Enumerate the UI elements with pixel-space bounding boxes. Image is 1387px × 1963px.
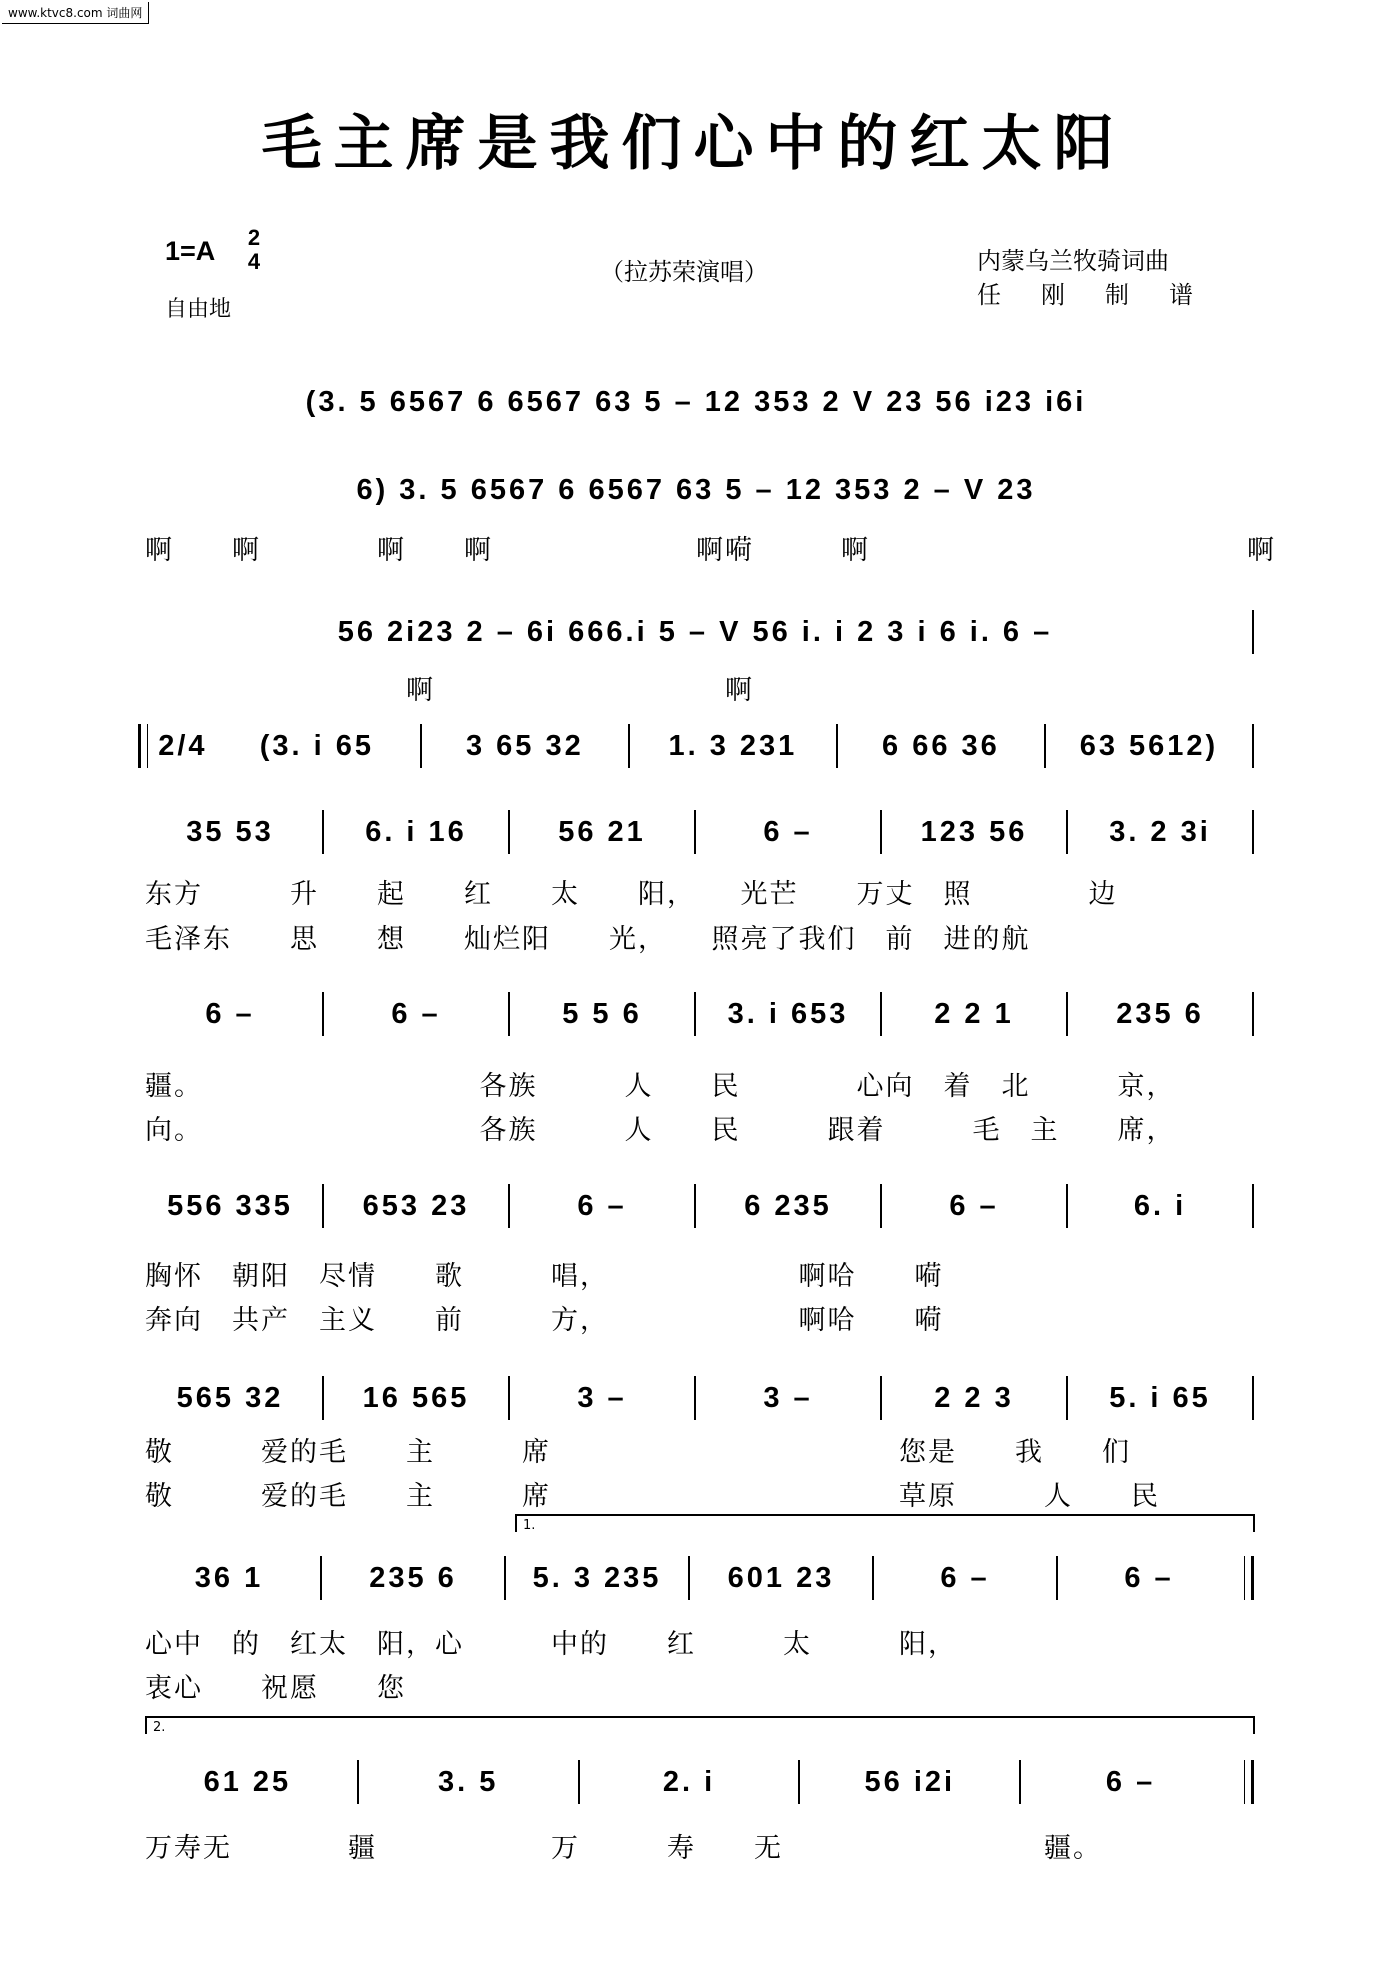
measure: 6 235: [744, 1189, 832, 1222]
measure: (3. 5 6567 6 6567 63 5 – 12 353 2 V 23 56 i23 i6i: [305, 385, 1087, 418]
final-barline: [1244, 1760, 1254, 1804]
first-ending-bracket: 1.: [515, 1514, 1255, 1532]
measure: 5 5 6: [562, 997, 642, 1030]
lyrics-line-5-verse-1: 东方 升 起 红 太 阳， 光芒 万丈 照 边: [145, 879, 1118, 910]
measure: 63 5612): [1079, 729, 1219, 762]
inline-time-signature: 2/4: [158, 729, 208, 762]
notation-line-4: [138, 718, 1254, 776]
measure: 6 –: [940, 1561, 990, 1594]
lyricist-composer: 内蒙乌兰牧骑词曲: [977, 247, 1169, 275]
lyrics-line-8-verse-2: 敬 爱的毛 主 席 草原 人 民: [145, 1481, 1160, 1512]
measure: 3 –: [577, 1381, 627, 1414]
measure: 6 –: [949, 1189, 999, 1222]
notation-line-6: [138, 986, 1254, 1044]
measure: 2. i: [662, 1765, 716, 1798]
barline: [1252, 1376, 1254, 1420]
measure: 1. 3 231: [668, 729, 798, 762]
notation-line-9: [138, 1550, 1254, 1608]
lyrics-line-8-verse-1: 敬 爱的毛 主 席 您是 我 们: [145, 1437, 1131, 1468]
lyrics-line-7-verse-1: 胸怀 朝阳 尽情 歌 唱， 啊哈 嗬: [145, 1261, 944, 1292]
time-denominator: 4: [247, 249, 261, 274]
lyrics-line-9-verse-1: 心中 的 红太 阳，心 中的 红 太 阳，: [145, 1629, 957, 1660]
measure: 35 53: [186, 815, 274, 848]
measure: 6 –: [391, 997, 441, 1030]
time-numerator: 2: [247, 225, 261, 250]
measure: 56 21: [558, 815, 646, 848]
repeat-end: [1244, 1556, 1254, 1600]
measure: 653 23: [362, 1189, 470, 1222]
measure: 16 565: [362, 1381, 470, 1414]
lyrics-line-9-verse-2: 衷心 祝愿 您: [145, 1673, 406, 1704]
lyrics-line-5-verse-2: 毛泽东 思 想 灿烂阳 光， 照亮了我们 前 进的航: [145, 924, 1031, 955]
measure: 6 –: [205, 997, 255, 1030]
measure: 3 65 32: [465, 729, 584, 762]
measure: 565 32: [176, 1381, 284, 1414]
measure: 5. i 65: [1109, 1381, 1211, 1414]
measure: 6. i: [1133, 1189, 1187, 1222]
measure: 556 335: [167, 1189, 293, 1222]
measure: 6 –: [1105, 1765, 1156, 1798]
notation-line-5: [138, 804, 1254, 862]
notation-line-7: [138, 1178, 1254, 1236]
notation-line-2: [138, 462, 1254, 520]
measure: 5. 3 235: [532, 1561, 662, 1594]
lyrics-line-6-verse-1: 疆。 各族 人 民 心向 着 北 京，: [145, 1071, 1176, 1102]
measure: 235 6: [1116, 997, 1204, 1030]
measure: 61 25: [203, 1765, 292, 1798]
lyrics-line-3: 啊 啊: [145, 675, 754, 706]
measure: 123 56: [920, 815, 1028, 848]
measure: 601 23: [727, 1561, 835, 1594]
measure: 2 2 3: [934, 1381, 1014, 1414]
song-title: 毛主席是我们心中的红太阳: [261, 109, 1126, 179]
measure: 3. 5: [438, 1765, 499, 1798]
notation-line-10: [138, 1754, 1254, 1812]
barline: [1252, 610, 1254, 654]
measure: 6 –: [1124, 1561, 1174, 1594]
lyrics-line-7-verse-2: 奔向 共产 主义 前 方， 啊哈 嗬: [145, 1305, 944, 1336]
notation-line-3: [138, 604, 1254, 662]
lyrics-line-10: 万寿无 疆 万 寿 无 疆。: [145, 1833, 1102, 1864]
measure: 6 66 36: [882, 729, 1000, 762]
barline: [1252, 724, 1254, 768]
second-ending-bracket: 2.: [145, 1716, 1255, 1734]
notation-line-8: [138, 1370, 1254, 1428]
measure: 3 –: [763, 1381, 813, 1414]
notation-line-1: [138, 374, 1254, 432]
lyrics-line-2: 啊 啊 啊 啊 啊嗬 啊 啊: [145, 535, 1276, 566]
tempo-marking: 自由地: [165, 297, 232, 322]
performer: （拉苏荣演唱）: [600, 258, 768, 286]
barline: [1252, 992, 1254, 1036]
measure: 56 i2i: [864, 1765, 956, 1798]
measure: 3. i 653: [727, 997, 849, 1030]
repeat-start: [138, 724, 148, 768]
lyrics-line-6-verse-2: 向。 各族 人 民 跟着 毛 主 席，: [145, 1115, 1176, 1146]
barline: [1252, 810, 1254, 854]
measure: 6 –: [763, 815, 813, 848]
transcriber: 任刚制谱: [977, 281, 1233, 309]
measure: 3. 2 3i: [1109, 815, 1211, 848]
measure: 6 –: [577, 1189, 627, 1222]
measure: 2 2 1: [934, 997, 1014, 1030]
barline: [1252, 1184, 1254, 1228]
site-watermark: www.ktvc8.com 词曲网: [2, 2, 149, 24]
measure: 56 2i23 2 – 6i 666.i 5 – V 56 i. i 2 3 i 6 i. 6 –: [337, 615, 1053, 648]
measure: 6) 3. 5 6567 6 6567 63 5 – 12 353 2 – V 23: [356, 473, 1036, 506]
measure: 36 1: [194, 1561, 264, 1594]
key-signature: 1=A: [165, 236, 216, 266]
measure: 235 6: [369, 1561, 457, 1594]
time-signature: [244, 226, 264, 274]
measure: 6. i 16: [365, 815, 467, 848]
measure: (3. i 65: [259, 729, 374, 762]
